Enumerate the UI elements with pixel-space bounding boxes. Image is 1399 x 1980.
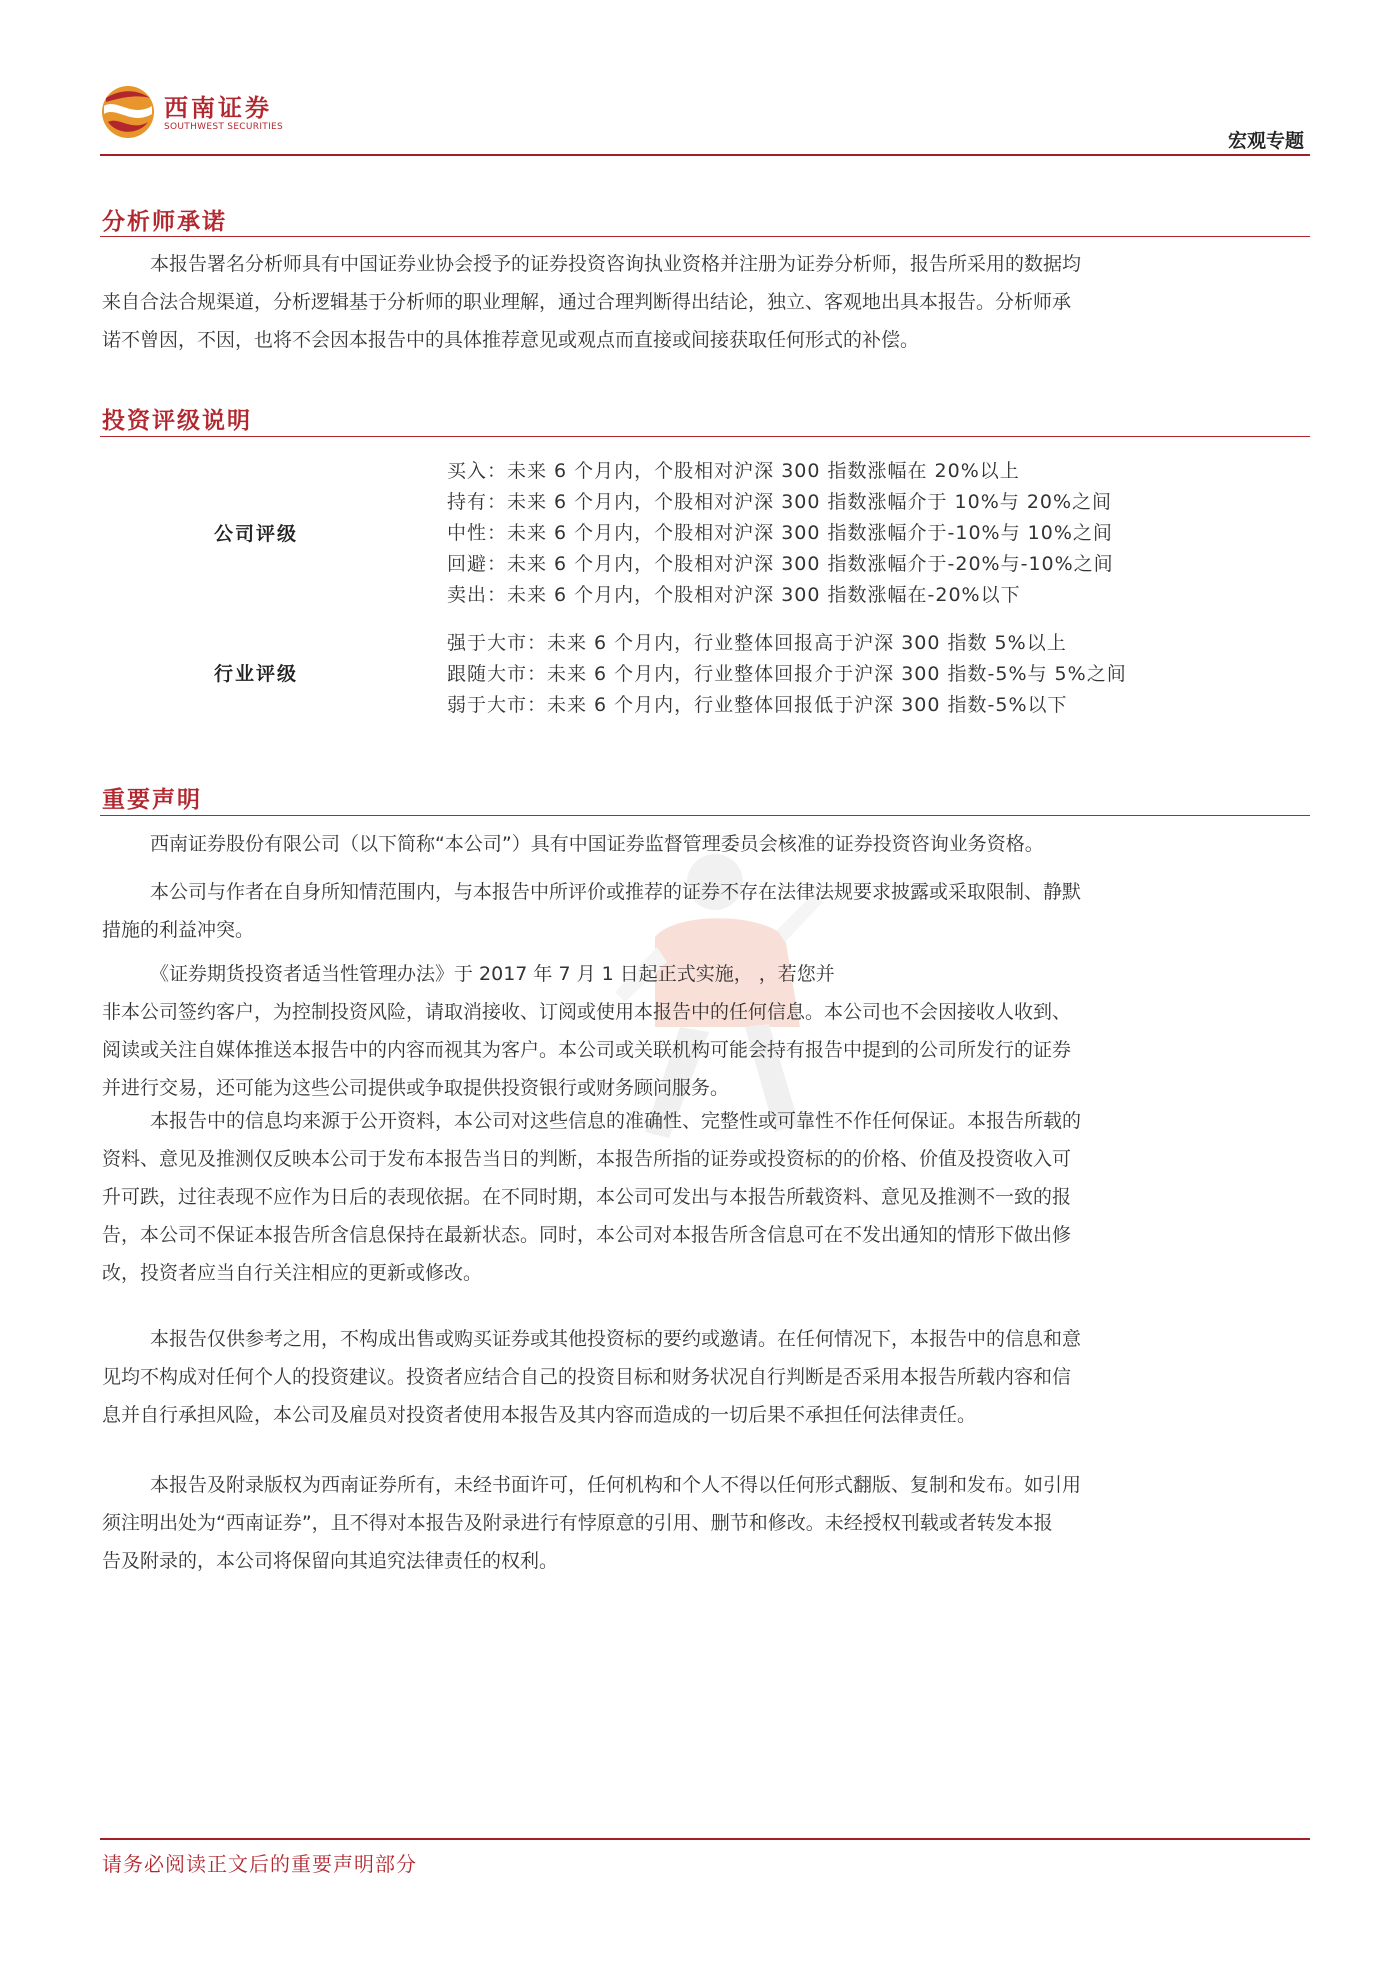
- statement-section-divider: [100, 815, 1310, 816]
- industry-rating-label: 行业评级: [214, 663, 299, 685]
- rating-explanation-title: 投资评级说明: [102, 408, 252, 434]
- company-rating-avoid: 回避：未来 6 个月内，个股相对沪深 300 指数涨幅介于-20%与-10%之间: [447, 553, 1114, 575]
- paragraph-line: 升可跌，过往表现不应作为日后的表现依据。在不同时期，本公司可发出与本报告所载资料、意见及推测不一致的报: [102, 1186, 1072, 1208]
- important-statement-title: 重要声明: [102, 787, 202, 813]
- paragraph-line: 本报告署名分析师具有中国证券业协会授予的证券投资咨询执业资格并注册为证券分析师，报告所采用的数据均: [150, 253, 1082, 275]
- paragraph-line: 告，本公司不保证本报告所含信息保持在最新状态。同时，本公司对本报告所含信息可在不发出通知的情形下做出修: [102, 1224, 1072, 1246]
- paragraph-line: 并进行交易，还可能为这些公司提供或争取提供投资银行或财务顾问服务。: [102, 1077, 730, 1099]
- disclaimer-paragraph-6: [102, 1466, 1310, 1580]
- logo-chinese-name: 西南证券: [164, 93, 272, 122]
- paragraph-line: 本公司与作者在自身所知情范围内，与本报告中所评价或推荐的证券不存在法律法规要求披露或采取限制、静默: [150, 881, 1082, 903]
- paragraph-line: 来自合法合规渠道，分析逻辑基于分析师的职业理解，通过合理判断得出结论，独立、客观地出具本报告。分析师承: [102, 291, 1072, 313]
- paragraph-line: 告及附录的，本公司将保留向其追究法律责任的权利。: [102, 1550, 559, 1572]
- paragraph-line: 诺不曾因，不因，也将不会因本报告中的具体推荐意见或观点而直接或间接获取任何形式的补偿。: [102, 329, 920, 351]
- paragraph-line: 本报告中的信息均来源于公开资料，本公司对这些信息的准确性、完整性或可靠性不作任何保证。本报告所载的: [150, 1110, 1082, 1132]
- paragraph-line: 须注明出处为“西南证券”，且不得对本报告及附录进行有悖原意的引用、删节和修改。未经授权刊载或者转发本报: [102, 1512, 1053, 1534]
- rating-section-divider: [100, 436, 1310, 437]
- analyst-commitment-paragraph: [102, 245, 1310, 359]
- analyst-section-divider: [100, 236, 1310, 237]
- paragraph-line: 本报告仅供参考之用，不构成出售或购买证券或其他投资标的要约或邀请。在任何情况下，本报告中的信息和意: [150, 1328, 1082, 1350]
- logo-english-name: SOUTHWEST SECURITIES: [164, 122, 284, 132]
- company-rating-hold: 持有：未来 6 个月内，个股相对沪深 300 指数涨幅介于 10%与 20%之间: [447, 491, 1113, 513]
- paragraph-line: 措施的利益冲突。: [102, 919, 255, 941]
- industry-rating-outperform: 强于大市：未来 6 个月内，行业整体回报高于沪深 300 指数 5%以上: [447, 632, 1067, 654]
- company-rating-label: 公司评级: [214, 523, 299, 545]
- disclaimer-paragraph-3: [102, 955, 1310, 1107]
- company-rating-buy: 买入：未来 6 个月内，个股相对沪深 300 指数涨幅在 20%以上: [447, 460, 1020, 482]
- industry-rating-market-perform: 跟随大市：未来 6 个月内，行业整体回报介于沪深 300 指数-5%与 5%之间: [447, 663, 1127, 685]
- logo-emblem-icon: [100, 84, 156, 140]
- disclaimer-paragraph-2: [102, 873, 1310, 949]
- page-header: [100, 82, 1310, 160]
- footer-notice: 请务必阅读正文后的重要声明部分: [102, 1852, 417, 1876]
- disclaimer-paragraph-4: [102, 1102, 1310, 1292]
- footer-divider: [100, 1838, 1310, 1840]
- paragraph-line: 资料、意见及推测仅反映本公司于发布本报告当日的判断，本报告所指的证券或投资标的的价格、价值及投资收入可: [102, 1148, 1072, 1170]
- disclaimer-paragraph-1: [102, 825, 1310, 863]
- paragraph-line: 本报告及附录版权为西南证券所有，未经书面许可，任何机构和个人不得以任何形式翻版、复制和发布。如引用: [150, 1474, 1082, 1496]
- industry-rating-underperform: 弱于大市：未来 6 个月内，行业整体回报低于沪深 300 指数-5%以下: [447, 694, 1068, 716]
- report-category: 宏观专题: [1227, 130, 1304, 152]
- disclaimer-paragraph-5: [102, 1320, 1310, 1434]
- paragraph-line: 阅读或关注自媒体推送本报告中的内容而视其为客户。本公司或关联机构可能会持有报告中提到的公司所发行的证券: [102, 1039, 1072, 1061]
- paragraph-line: 改，投资者应当自行关注相应的更新或修改。: [102, 1262, 483, 1284]
- company-logo: [100, 82, 300, 142]
- paragraph-line: 西南证券股份有限公司（以下简称“本公司”）具有中国证券监督管理委员会核准的证券投资咨询业务资格。: [150, 833, 1044, 855]
- analyst-commitment-title: 分析师承诺: [102, 209, 227, 235]
- header-divider: [100, 154, 1310, 156]
- company-rating-neutral: 中性：未来 6 个月内，个股相对沪深 300 指数涨幅介于-10%与 10%之间: [447, 522, 1113, 544]
- paragraph-line: 《证券期货投资者适当性管理办法》于 2017 年 7 月 1 日起正式实施， ，若您并: [150, 963, 835, 985]
- paragraph-line: 息并自行承担风险，本公司及雇员对投资者使用本报告及其内容而造成的一切后果不承担任何法律责任。: [102, 1404, 977, 1426]
- paragraph-line: 见均不构成对任何个人的投资建议。投资者应结合自己的投资目标和财务状况自行判断是否采用本报告所载内容和信: [102, 1366, 1072, 1388]
- company-rating-sell: 卖出：未来 6 个月内，个股相对沪深 300 指数涨幅在-20%以下: [447, 584, 1021, 606]
- paragraph-line: 非本公司签约客户，为控制投资风险，请取消接收、订阅或使用本报告中的任何信息。本公司也不会因接收人收到、: [102, 1001, 1072, 1023]
